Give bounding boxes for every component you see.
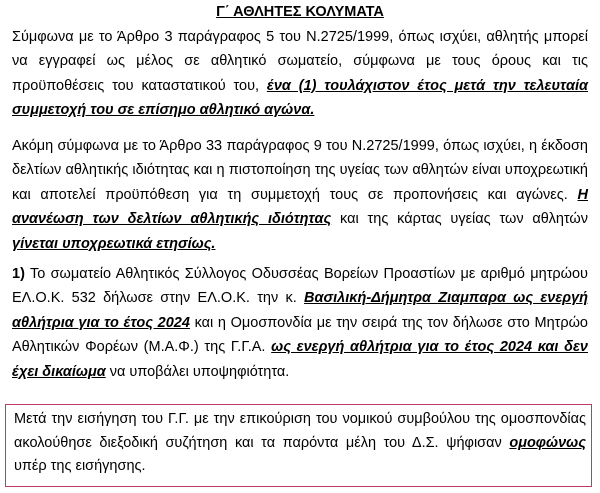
paragraph-case-1 bbox=[12, 262, 588, 384]
paragraph-article-3 bbox=[12, 25, 588, 123]
decision-paragraph bbox=[14, 408, 586, 479]
paragraph-text: υπέρ της εισήγησης. bbox=[14, 458, 146, 474]
case-number: 1) bbox=[12, 266, 25, 282]
paragraph-article-33 bbox=[12, 134, 588, 256]
paragraph-text: Σύμφωνα με το Άρθρο 3 παράγραφος 5 του Ν.2725/1999, όπως ισχύει, αθλητής μπορεί να εγγραφεί ως μέλος σε αθλητικό σωματείο, σύμφωνα με τους όρους και τις προϋποθέσεις του καταστατικού του, bbox=[12, 29, 588, 94]
paragraph-text: Το σωματείο Αθλητικός Σύλλογος Οδυσσέας Βορείων Προαστίων με αριθμό μητρώου ΕΛ.Ο.Κ. 532 δήλωσε στην ΕΛ.Ο.Κ. την κ. bbox=[12, 266, 588, 307]
section-heading: Γ΄ ΑΘΛΗΤΕΣ ΚΟΛΥΜΑΤΑ bbox=[216, 4, 384, 20]
emphasis-no-right: ως ενεργή αθλήτρια για το έτος 2024 και δεν έχει δικαίωμα bbox=[12, 339, 588, 380]
emphasis-renewal: Η ανανέωση των δελτίων αθλητικής ιδιότητας bbox=[12, 186, 588, 228]
emphasis-athlete-name: Βασιλική-Δήμητρα Ζιαμπαρα ως ενεργή αθλήτρια για το έτος 2024 bbox=[12, 290, 588, 331]
paragraph-text: Μετά την εισήγηση του Γ.Γ. με την επικούριση του νομικού συμβούλου της ομοσπονδίας ακολούθησε διεξοδική συζήτηση και τα παρόντα μέλη του Δ.Σ. ψήφισαν bbox=[14, 411, 586, 451]
paragraph-text: να υποβάλει υποψηφιότητα. bbox=[105, 363, 290, 380]
paragraph-text: Ακόμη σύμφωνα με το Άρθρο 33 παράγραφος 9 του Ν.2725/1999, όπως ισχύει, η έκδοση δελτίων αθλητικής ιδιότητας και η πιστοποίηση της υγείας των αθλητών είναι υποχρεωτική και αποτελεί προϋπόθεση για τη συμμετοχή τους σε προπονήσεις και αγώνες. bbox=[12, 138, 588, 203]
paragraph-text: και της κάρτας υγείας των αθλητών bbox=[331, 211, 588, 228]
emphasis-one-year-rule: ένα (1) τουλάχιστον έτος μετά την τελευταία συμμετοχή του σε επίσημο αθλητικό αγώνα. bbox=[12, 77, 588, 119]
paragraph-text: και η Ομοσπονδία με την σειρά της τον δήλωσε στο Μητρώο Αθλητικών Φορέων (Μ.Α.Φ.) της Γ.Γ.Α. bbox=[12, 314, 588, 356]
emphasis-unanimous: ομοφώνως bbox=[509, 434, 586, 451]
emphasis-annual: γίνεται υποχρεωτικά ετησίως. bbox=[12, 235, 216, 252]
